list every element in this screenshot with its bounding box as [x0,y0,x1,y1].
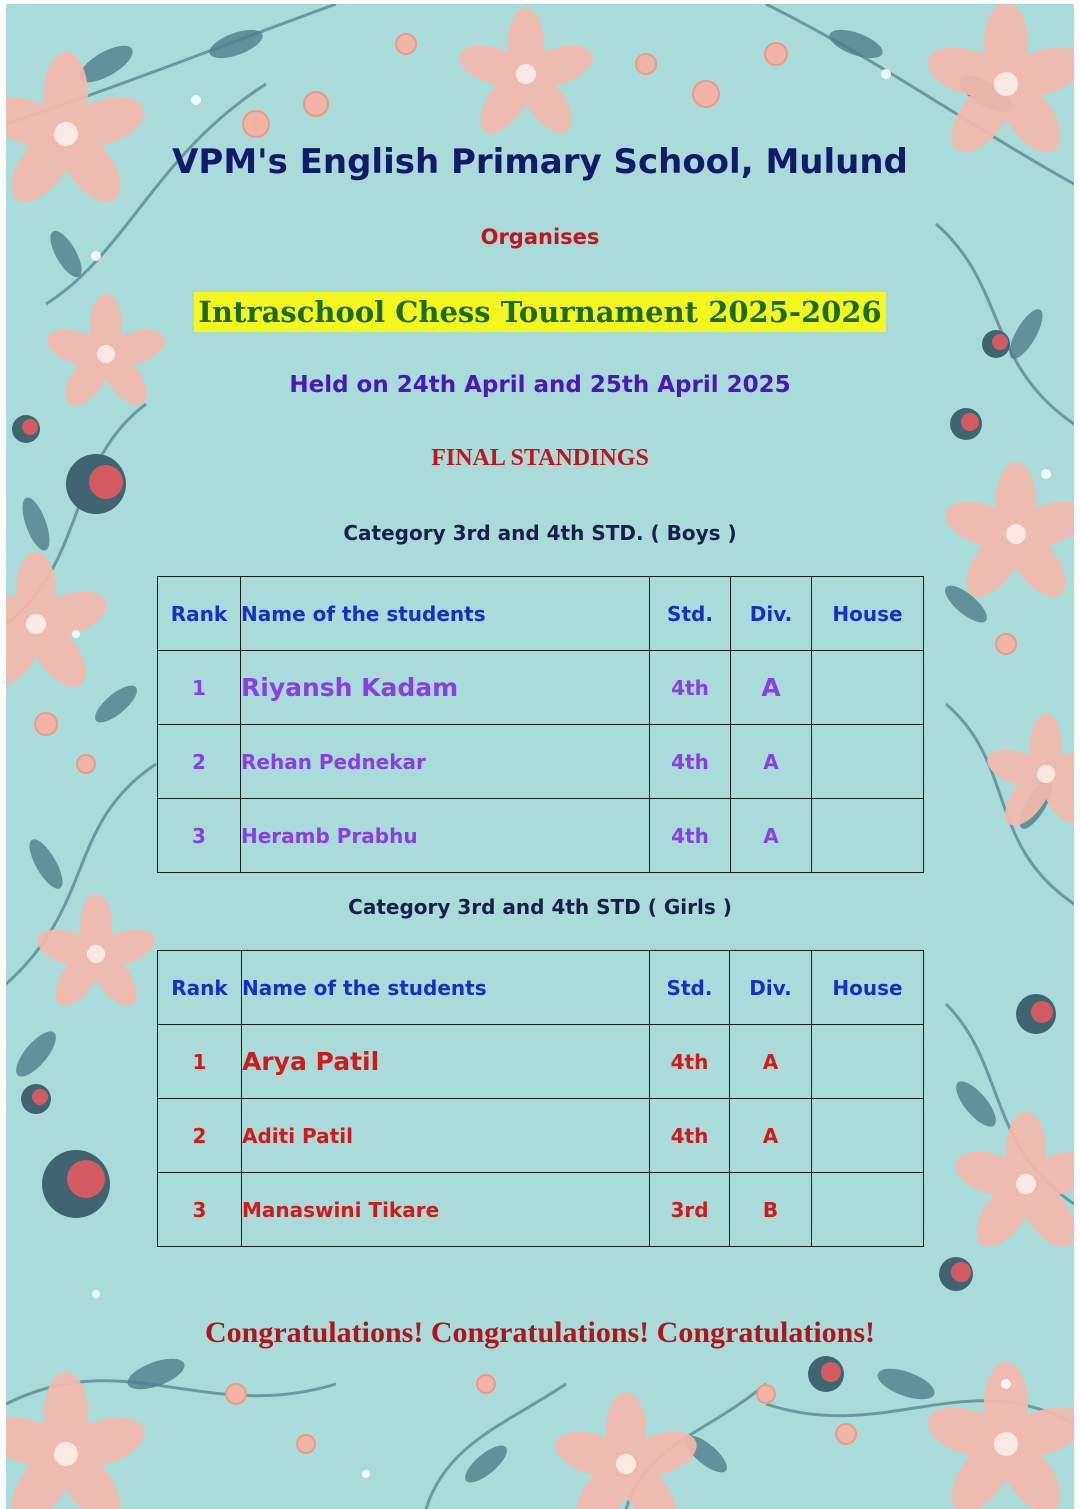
girls-standings-table [157,950,924,1247]
std-cell: 4th [650,799,731,873]
table-row [158,651,924,725]
tournament-title-wrap [6,292,1074,332]
name-column-header: Name of the students [241,577,650,651]
div-column-header: Div. [730,951,812,1025]
std-cell: 4th [650,725,731,799]
table-row [158,799,924,873]
tournament-title: Intraschool Chess Tournament 2025-2026 [194,292,885,332]
student-name-cell: Arya Patil [242,1025,650,1099]
rank-cell: 1 [158,651,241,725]
student-name-cell: Heramb Prabhu [241,799,650,873]
house-cell [812,1099,924,1173]
div-cell: A [731,725,812,799]
school-name: VPM's English Primary School, Mulund [172,142,908,182]
house-cell [812,725,924,799]
div-cell: A [730,1025,812,1099]
organises-label: Organises [480,225,600,249]
house-cell [812,651,924,725]
std-column-header: Std. [650,577,731,651]
std-cell: 4th [650,651,731,725]
house-cell [812,1173,924,1247]
std-cell: 4th [650,1025,730,1099]
div-cell: A [731,799,812,873]
house-cell [812,799,924,873]
div-column-header: Div. [731,577,812,651]
student-name-cell: Riyansh Kadam [241,651,650,725]
held-on-dates: Held on 24th April and 25th April 2025 [289,372,791,398]
div-cell: A [730,1099,812,1173]
table-row [158,1025,924,1099]
house-column-header: House [812,577,924,651]
girls-category-heading: Category 3rd and 4th STD ( Girls ) [348,895,732,919]
name-column-header: Name of the students [242,951,650,1025]
house-column-header: House [812,951,924,1025]
table-header-row [158,577,924,651]
rank-cell: 2 [158,1099,242,1173]
boys-category-heading: Category 3rd and 4th STD. ( Boys ) [343,521,737,545]
student-name-cell: Aditi Patil [242,1099,650,1173]
std-column-header: Std. [650,951,730,1025]
table-row [158,1173,924,1247]
rank-cell: 1 [158,1025,242,1099]
rank-cell: 3 [158,1173,242,1247]
final-standings-heading: FINAL STANDINGS [431,445,649,471]
rank-cell: 3 [158,799,241,873]
rank-column-header: Rank [158,577,241,651]
student-name-cell: Manaswini Tikare [242,1173,650,1247]
congratulations-message: Congratulations! Congratulations! Congratulations! [204,1316,876,1349]
boys-standings-table [157,576,924,873]
div-cell: A [731,651,812,725]
std-cell: 3rd [650,1173,730,1247]
div-cell: B [730,1173,812,1247]
std-cell: 4th [650,1099,730,1173]
house-cell [812,1025,924,1099]
rank-column-header: Rank [158,951,242,1025]
certificate-sheet [6,4,1074,1509]
table-row [158,1099,924,1173]
table-row [158,725,924,799]
table-header-row [158,951,924,1025]
rank-cell: 2 [158,725,241,799]
student-name-cell: Rehan Pednekar [241,725,650,799]
